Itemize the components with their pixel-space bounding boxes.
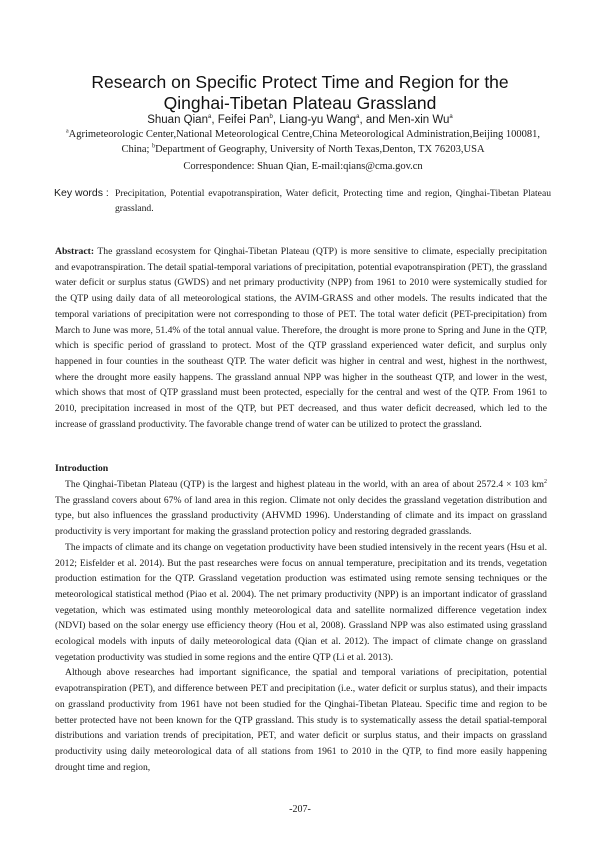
author-separator: ,	[272, 114, 280, 126]
affiliations	[58, 127, 548, 157]
affil-a-mark: a	[65, 128, 69, 135]
author: Feifei Pan	[217, 114, 270, 126]
abstract-label: Abstract:	[55, 246, 95, 257]
title-line-1: Research on Specific Protect Time and Region for the	[91, 72, 509, 92]
affiliation-b: Department of Geography, University of North Texas,Denton, TX 76203,USA	[155, 144, 485, 155]
author-affil-mark: a	[449, 114, 453, 121]
abstract	[55, 244, 547, 432]
author-separator: ,	[211, 114, 218, 126]
correspondence: Correspondence: Shuan Qian, E-mail:qians@cma.gov.cn	[183, 161, 423, 172]
keywords-label: Key words :	[54, 187, 109, 199]
intro-paragraph-2: The impacts of climate and its change on vegetation productivity have been studied intensively in the recent years (Hsu et al. 2012; Eisfelder et al. 2014). But the past researches were focus on annual temperature, precipitation and its trends, vegetation production estimation for the QTP. Grassland vegetation production was estimated using remote sensing techniques or the meteorological statistical method (Piao et al. 2004). The net primary productivity (NPP) is an important indicator of grassland vegetation, which was estimated using monthly meteorological data and satellite normalized difference vegetation index (NDVI) based on the solar energy use efficiency theory (Hou et al, 2008). Grassland NPP was also estimated using grassland ecological models with inputs of daily meteorological data (Qian et al. 2012). The impact of climate change on grassland vegetation productivity was studied in some regions and the entire QTP (Li et al. 2013).	[55, 541, 547, 663]
author-affil-mark: a	[356, 114, 360, 121]
section-heading-introduction: Introduction	[55, 463, 109, 474]
author-affil-mark: b	[269, 114, 273, 121]
superscript-2: 2	[544, 478, 547, 485]
affiliation-a: Agrimeteorologic Center,National Meteorological Centre,China Meteorological Administration,Beijing 100081, China;	[68, 129, 541, 155]
intro-paragraph-3: Although above researches had important significance, the spatial and temporal variations of precipitation, potential evapotranspiration (PET), and difference between PET and precipitation (i.e., water deficit or surplus status), and their impacts on grassland productivity from 1961 have not been studied for the Qinghai-Tibetan Plateau. Specific time and region to be better protected have not been known for the QTP grassland. This study is to systematically assess the detail spatial-temporal distributions and variation trends of precipitation, PET, and water deficit or surplus status, and their impacts on grassland productivity using daily meteorological data of all stations from 1961 to 2010 in the QTP, to find more easily happening drought time and region,	[55, 667, 547, 773]
intro-p1-text-b: The grassland covers about 67% of land area in this region. Climate not only decides the grassland vegetation distribution and type, but also influences the grassland productivity (AHVMD 1996). Understanding of climate and its impact on grassland productivity is very important for making the grassland protection policy and restoring degraded grasslands.	[55, 494, 547, 538]
paper-title	[40, 72, 560, 114]
introduction-body	[55, 477, 547, 775]
author: Men-xin Wu	[388, 114, 450, 126]
affil-b-mark: b	[152, 143, 156, 150]
keywords-text: Precipitation, Potential evapotranspiration, Water deficit, Protecting time and region, Qinghai-Tibetan Plateau grassland.	[115, 188, 551, 214]
intro-paragraph-1	[55, 477, 547, 540]
author-separator: , and	[359, 114, 389, 126]
author-list	[40, 113, 560, 127]
author: Shuan Qian	[147, 114, 208, 126]
page-number: -207-	[289, 804, 311, 815]
title-line-2: Qinghai-Tibetan Plateau Grassland	[163, 93, 437, 113]
abstract-text: The grassland ecosystem for Qinghai-Tibetan Plateau (QTP) is more sensitive to climate, especially precipitation and evapotranspiration. The detail spatial-temporal variations of precipitation, potential evapotranspiration (PET), the grassland water deficit or surplus status (GWDS) and net primary productivity (NPP) from 1961 to 2010 were systemically studied for the QTP using daily data of all meteorological stations, the AVIM-GRASS and other models. The results indicated that the temporal variations of precipitation were not corresponding to those of PET. The total water deficit (PET-precipitation) from March to June was more, 51.4% of the total annual value. Therefore, the drought is more prone to Spring and June in the QTP, which is specific period of grassland to protect. Most of the QTP grassland experienced water deficit, and surplus only happened in four counties in the southeast QTP. The water deficit was higher in central and west, highest in the northwest, where the drought more easily happens. The grassland annual NPP was higher in the southeast QTP, and lower in the west, which shows that most of QTP grassland must been protected, especially for the central and west of the QTP. From 1961 to 2010, precipitation increased in most of the QTP, but PET decreased, and thus water deficit decreased, which led to the increase of grassland productivity. The favorable change trend of water can be utilized to protect the grassland.	[55, 246, 547, 430]
author: Liang-yu Wang	[279, 114, 357, 126]
intro-p1-text-a: The Qinghai-Tibetan Plateau (QTP) is the largest and highest plateau in the world, with an area of about 2572.4 × 103 km	[65, 479, 544, 490]
author-affil-mark: a	[207, 114, 212, 121]
keywords-block	[54, 186, 554, 216]
